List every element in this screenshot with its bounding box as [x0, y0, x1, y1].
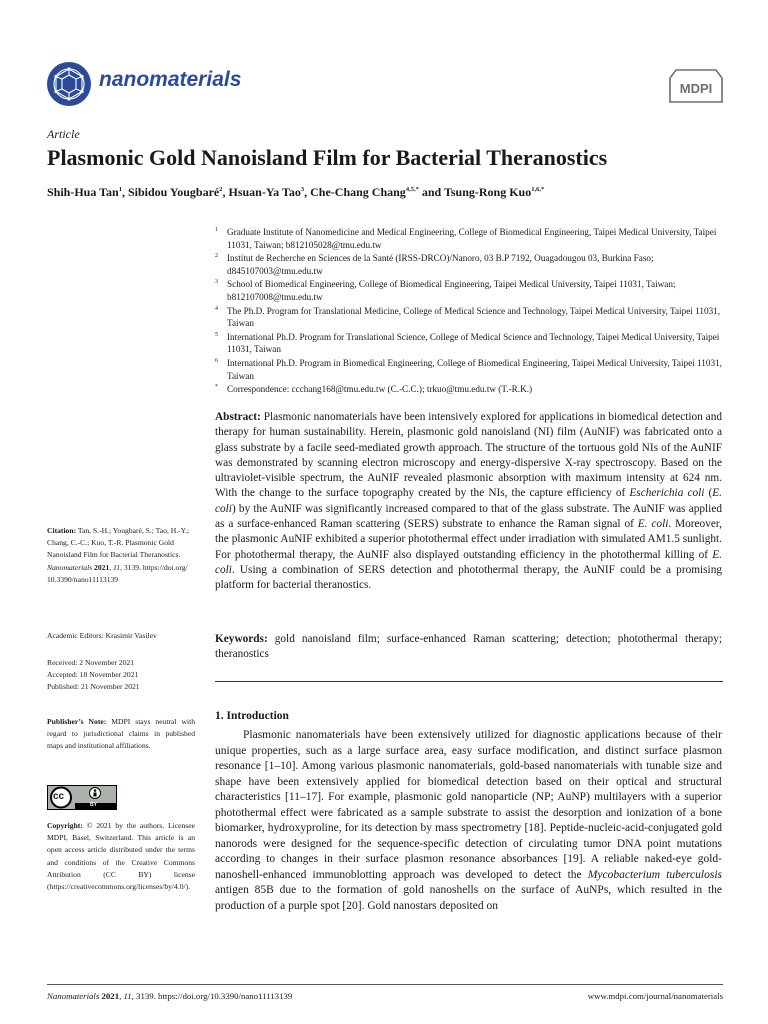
keywords-label: Keywords: [215, 633, 268, 645]
affiliation-text: School of Biomedical Engineering, College of Biomedical Engineering, Taipei Medical University, Taipei 11031, Taiwan; b812107008@tmu.edu.tw [227, 279, 676, 302]
accepted-value: 18 November 2021 [77, 670, 139, 680]
author-affiliation-marker: 1 [118, 186, 122, 193]
creative-commons-by-icon[interactable] [47, 785, 117, 810]
citation-label: Citation: [47, 526, 77, 535]
editors-value: Krasimir Vasilev [103, 631, 157, 640]
article-type: Article [47, 127, 80, 141]
citation-volume: 11 [113, 562, 121, 572]
affiliation-number: 1 [215, 227, 218, 233]
abstract-text: . Moreover, the plasmonic AuNIF exhibited a superior photothermal effect under irradiation with simulated AM1.5 sunlight. For photothermal therapy, the AuNIF also displayed outstanding efficiency in the photothermal killing of [215, 518, 723, 561]
footer-doi-link[interactable]: , 3139. https://doi.org/10.3390/nano11113139 [131, 991, 293, 1001]
affiliation-item [215, 331, 725, 356]
author-affiliation-marker: 1,6,* [531, 186, 545, 193]
author-affiliation-marker: 2 [219, 186, 223, 193]
keywords-text: gold nanoisland film; surface-enhanced Raman scattering; detection; photothermal therapy; theranostics [215, 633, 722, 661]
affiliation-item [215, 278, 725, 303]
affiliation-text: The Ph.D. Program for Translational Medicine, College of Medical Science and Technology, Taipei Medical University, Taipei 11031, Taiwan [227, 305, 721, 329]
published-date [47, 681, 195, 693]
author-name: Sibidou Yougbaré [127, 185, 220, 199]
affiliation-text: Institut de Recherche en Sciences de la Santé (IRSS-DRCO)/Nanoro, 03 B.P 7192, Ouagadougou 03, Burkina Faso; d845107003@tmu.edu.tw [227, 253, 654, 276]
abstract-label: Abstract: [215, 411, 261, 423]
published-value: 21 November 2021 [79, 682, 140, 692]
citation-text: Tan, S.-H.; Yougbaré, S.; Tao, H.-Y.; Chang, C.-C.; Kuo, T.-R. Plasmonic Gold Nanoisland Film for Bacterial Theranostics. [47, 526, 190, 560]
abstract-species: E. coli [637, 518, 669, 531]
footer-journal: Nanomaterials [47, 991, 100, 1001]
author-name: Tsung-Rong Kuo [443, 185, 532, 199]
abstract-species: E. coli [215, 487, 723, 515]
author-affiliation-marker: 4,5,* [405, 186, 419, 193]
received-date [47, 657, 195, 669]
copyright-notice [47, 820, 195, 893]
footer-citation [47, 991, 292, 1001]
species-name: Mycobacterium tuberculosis [587, 868, 722, 881]
affiliation-number: 5 [215, 331, 218, 338]
publication-dates [47, 657, 195, 694]
author-name: Shih-Hua Tan [47, 185, 119, 199]
accepted-date [47, 669, 195, 681]
introduction-paragraph [215, 728, 722, 914]
affiliation-text: Correspondence: ccchang168@tmu.edu.tw (C.-C.C.); trkuo@tmu.edu.tw (T.-R.K.) [227, 384, 533, 395]
affiliation-number: 3 [215, 279, 218, 286]
section-heading: 1. Introduction [215, 710, 289, 722]
affiliation-number: * [215, 384, 218, 391]
nanomaterials-logo-icon [46, 61, 92, 107]
affiliation-list [215, 226, 725, 397]
affiliation-number: 6 [215, 357, 218, 364]
abstract-text: . Using a combination of SERS detection and photothermal therapy, the AuNIF could be a promising platform for bacterial theranostics. [215, 563, 722, 592]
citation-doi-link[interactable]: , 3139. https://doi.org/ 10.3390/nano11113139 [47, 562, 188, 584]
copyright-label: Copyright: [47, 821, 83, 830]
received-value: 2 November 2021 [77, 658, 135, 667]
publisher-note [47, 716, 195, 753]
footer-year: 2021 [99, 991, 120, 1001]
publisher-logo [668, 68, 724, 104]
affiliation-number: 2 [215, 253, 218, 260]
copyright-text: © 2021 by the authors. Licensee MDPI, Basel, Switzerland. This article is an open access article distributed under the terms and conditions of the Creative Commons Attribution (CC BY) license (https://creativecommons.org/licenses/by/4.0/). [47, 821, 195, 892]
affiliation-text: Graduate Institute of Nanomedicine and Medical Engineering, College of Biomedical Engineering, Taipei Medical University, Taipei 11031, Taiwan; b812105028@tmu.edu.tw [227, 227, 717, 250]
section-divider [215, 681, 723, 682]
affiliation-item [215, 383, 725, 396]
note-text: MDPI stays neutral with regard to jurisdictional claims in published maps and institutional affiliations. [47, 717, 195, 751]
abstract-text: Plasmonic nanomaterials have been intensively explored for applications in biomedical detection and therapy for human sustainability. Herein, plasmonic gold nanoisland (NI) film (AuNIF) was fabricated onto a glass substrate by a facile seed-mediated growth approach. The structure of the tortuous gold NIs of the AuNIF was demonstrated by scanning electron microscopy and energy-dispersive X-ray spectroscopy. Based on the ultraviolet-visible spectrum, the AuNIF revealed plasmonic absorption with maximum intensity at 624 nm. With the change to the surface topography created by the NIs, the capture efficiency of [215, 411, 722, 500]
author-separator: and [418, 185, 444, 199]
footer-divider [47, 984, 723, 985]
keywords [215, 632, 722, 663]
affiliation-item [215, 357, 725, 382]
footer-journal-url[interactable]: www.mdpi.com/journal/nanomaterials [587, 991, 723, 1001]
citation-separator: , [109, 562, 114, 572]
published-label: Published: [47, 682, 80, 692]
footer-separator: , [119, 991, 124, 1001]
article-title: Plasmonic Gold Nanoisland Film for Bacterial Theranostics [47, 145, 608, 170]
abstract-species: Escherichia coli [629, 487, 705, 500]
academic-editors [47, 630, 195, 642]
affiliation-text: International Ph.D. Program in Biomedical Engineering, College of Biomedical Engineering, Taipei Medical University, Taipei 11031, Taiwan [227, 357, 722, 381]
cc-by-mark: BY [90, 802, 97, 808]
affiliation-item [215, 305, 725, 330]
cc-mark: cc [53, 791, 65, 802]
author-list [47, 185, 544, 200]
abstract [215, 410, 722, 594]
affiliation-text: International Ph.D. Program for Translational Science, College of Medical Science and Technology, Taipei Medical University, Taipei 11031, Taiwan [227, 331, 720, 355]
abstract-text: ( [704, 487, 713, 500]
journal-name: nanomaterials [99, 68, 242, 91]
author-name: Hsuan-Ya Tao [228, 185, 301, 199]
author-separator: , [222, 185, 229, 199]
publisher-name: MDPI [679, 81, 713, 96]
footer-volume: 11 [123, 991, 132, 1001]
affiliation-item [215, 226, 725, 251]
editors-label: Academic Editors: [47, 631, 104, 640]
citation-year: 2021 [92, 562, 110, 572]
accepted-label: Accepted: [47, 670, 78, 680]
abstract-text: ) by the AuNIF was significantly increased compared to that of the glass substrate. The AuNIF was applied as a surface-enhanced Raman scattering (SERS) substrate to enhance the Raman signal of [215, 502, 722, 531]
author-affiliation-marker: 3 [300, 186, 305, 193]
body-text: Plasmonic nanomaterials have been extensively utilized for diagnostic applications because of their unique properties, such as a large surface area, easy surface modification, and distinct surface plasmon resonance [1–10]. Among various plasmonic nanomaterials, gold-based nanomaterials with tunable size and shape have been extensively applied for biomedical detection based on their optical and structural characteristics [11–17]. For example, plasmonic gold nanoparticle (NP; AuNP) multilayers with a superior photothermal effect were fabricated as a sample substrate to assist the desorption and ionization of a bone biomarker, hydroxyproline, for its detection by mass spectrometry [18]. Peptide-nucleic-acid-conjugated gold nanorods were designed for the sequence-specific detection of circulating tumor DNA point mutations according to changes in their surface plasmon resonance absorbances [19]. A reliable naked-eye gold-nanoshell-enhanced immunoblotting approach was developed to detect the [215, 729, 722, 881]
abstract-species: E. coli [215, 548, 722, 576]
note-label: Publisher’s Note: [47, 717, 107, 726]
affiliation-item [215, 252, 725, 277]
citation-block [47, 525, 195, 586]
received-label: Received: [47, 658, 78, 667]
citation-journal: Nanomaterials [47, 562, 93, 572]
author-name: Che-Chang Chang [310, 185, 406, 199]
affiliation-number: 4 [215, 305, 218, 312]
author-separator: , [121, 185, 128, 199]
body-text: antigen 85B due to the formation of gold nanoshells on the surface of AuNPs, which resulted in the production of a purple spot [20]. Gold nanostars deposited on [215, 884, 722, 912]
author-separator: , [304, 185, 311, 199]
